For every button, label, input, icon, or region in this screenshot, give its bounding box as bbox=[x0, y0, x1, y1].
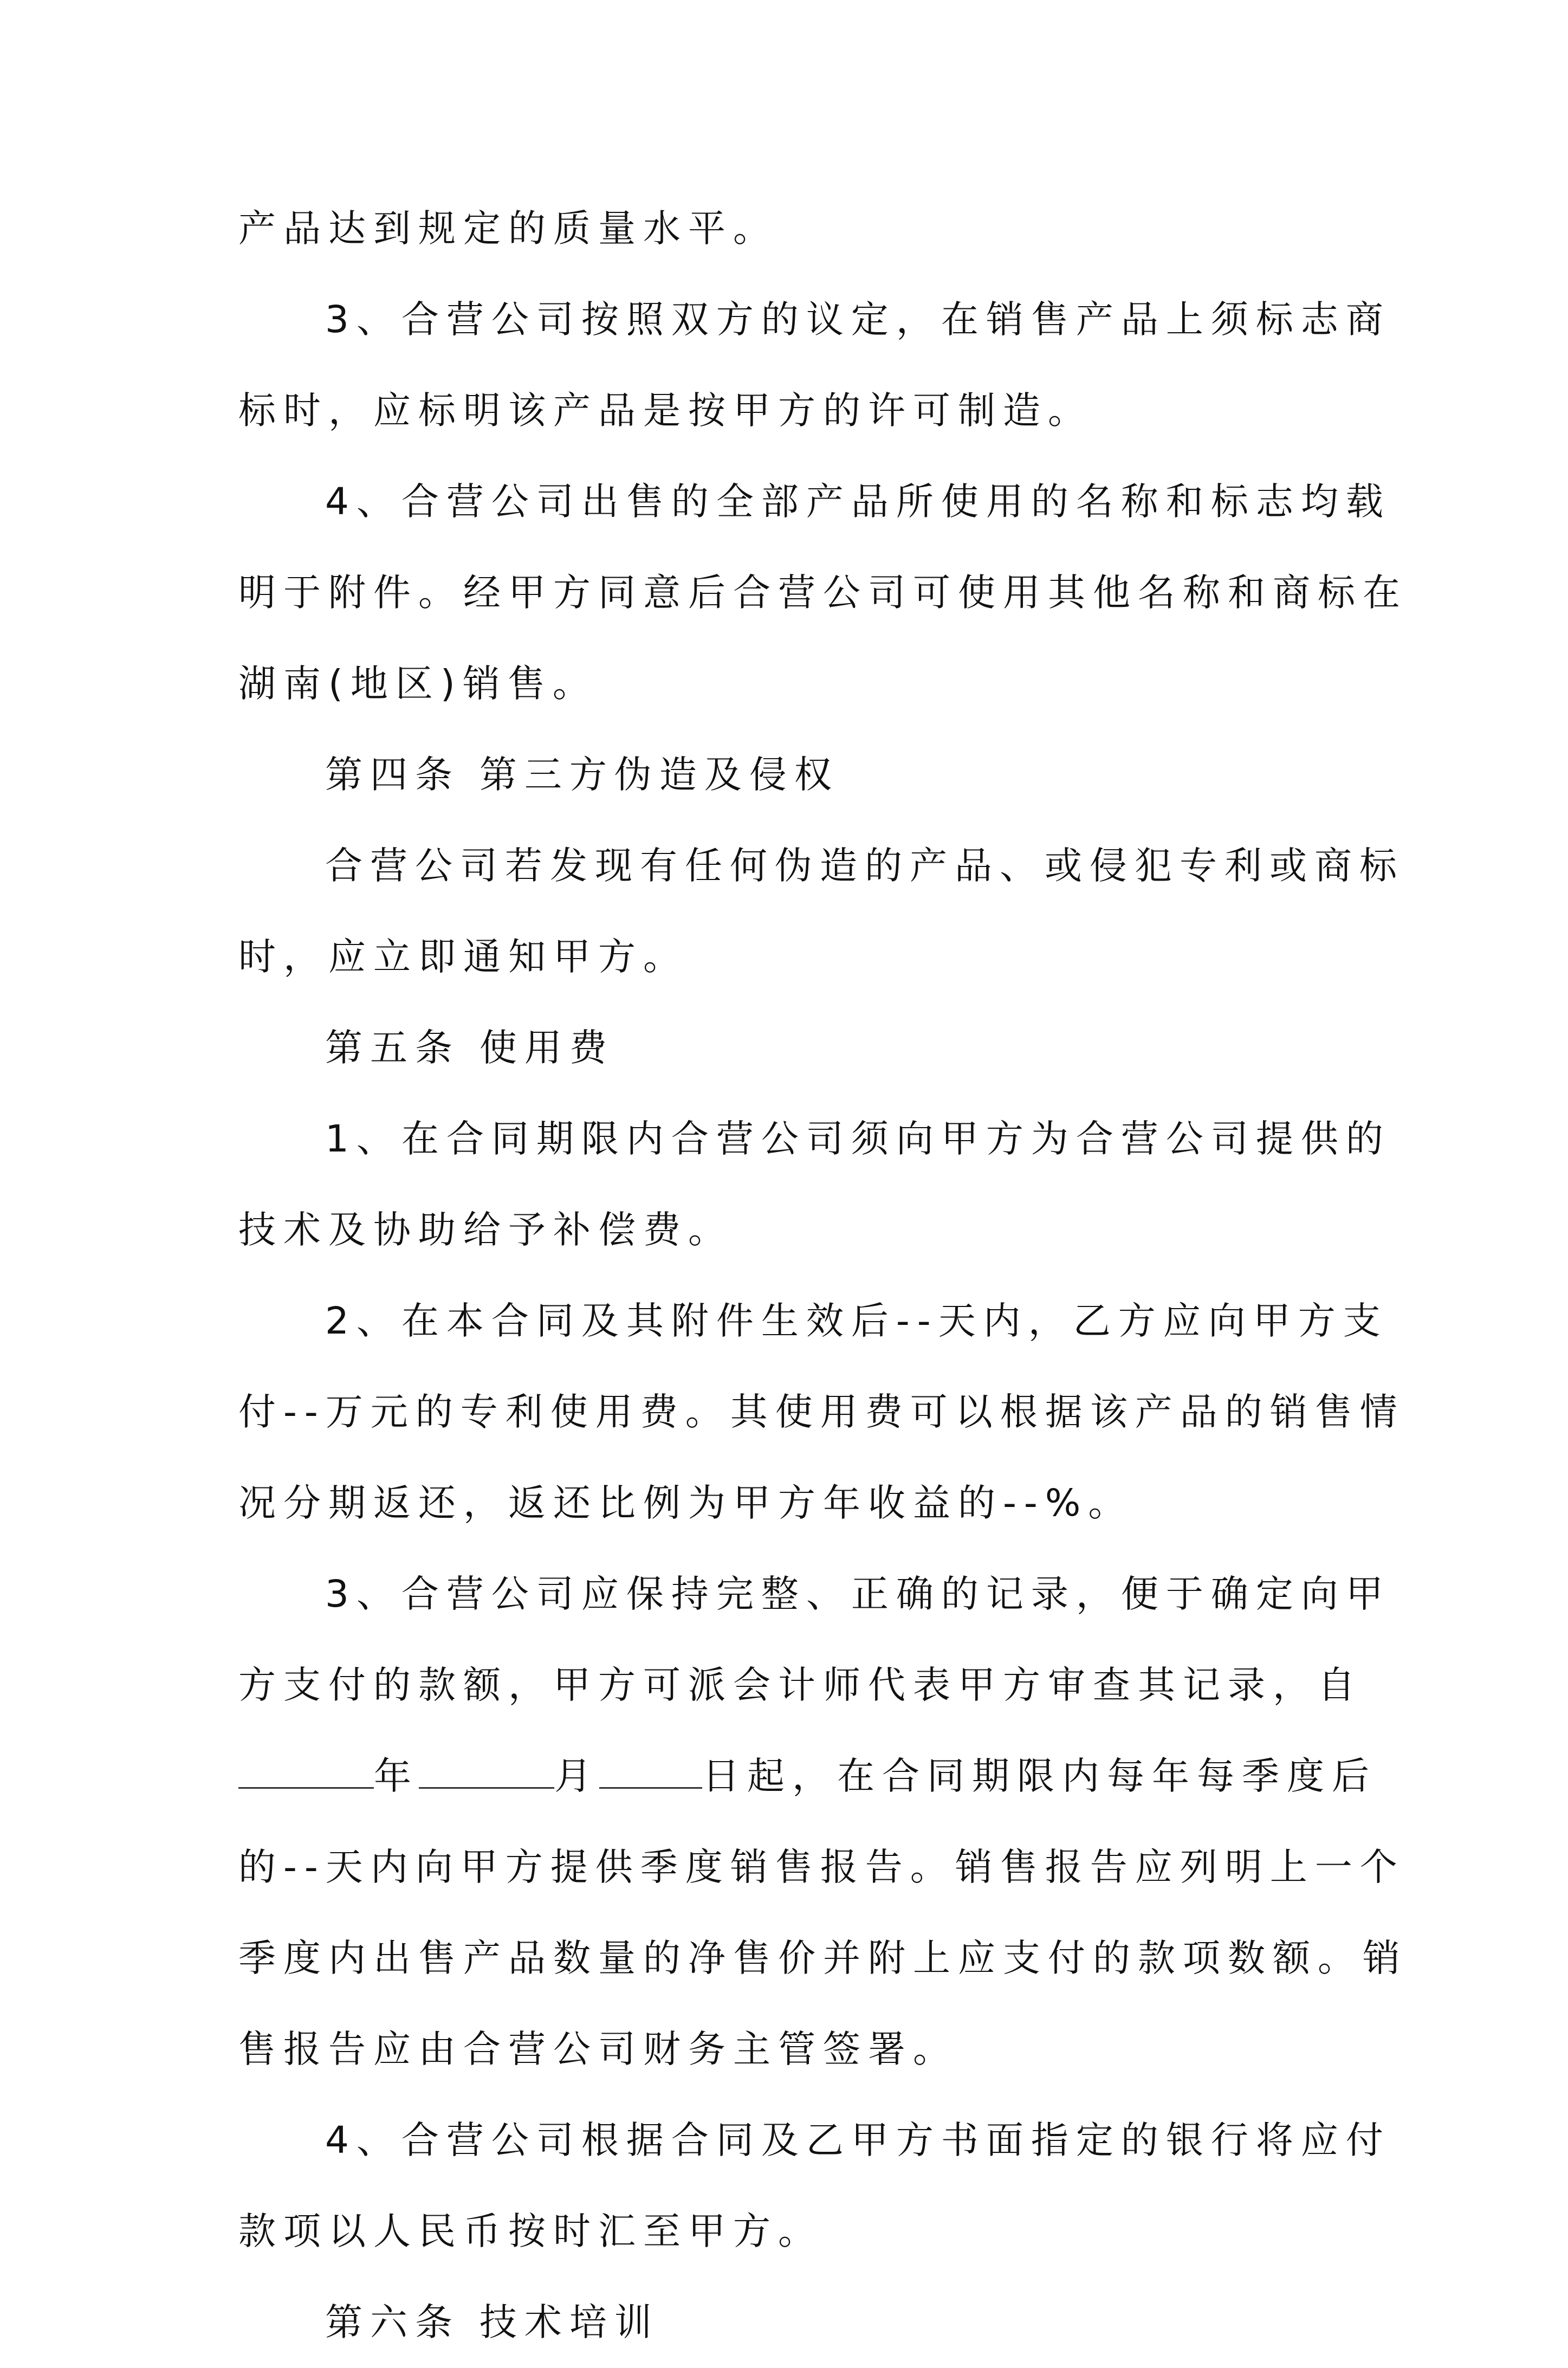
paragraph-line: 1、在合同期限内合营公司须向甲方为合营公司提供的 bbox=[325, 1117, 1391, 1161]
day-blank bbox=[599, 1754, 702, 1789]
paragraph-line: 湖南(地区)销售。 bbox=[238, 662, 598, 706]
paragraph-line: 明于附件。经甲方同意后合营公司可使用其他名称和商标在 bbox=[238, 571, 1408, 614]
paragraph-line: 产品达到规定的质量水平。 bbox=[238, 207, 778, 250]
section-heading: 第五条 使用费 bbox=[325, 1026, 614, 1070]
year-blank bbox=[238, 1754, 374, 1789]
paragraph-line: 4、合营公司根据合同及乙甲方书面指定的银行将应付 bbox=[325, 2119, 1391, 2162]
paragraph-line: 付--万元的专利使用费。其使用费可以根据该产品的销售情 bbox=[238, 1390, 1405, 1434]
paragraph-line: 的--天内向甲方提供季度销售报告。销售报告应列明上一个 bbox=[238, 1846, 1405, 1889]
paragraph-line: 技术及协助给予补偿费。 bbox=[238, 1208, 733, 1252]
paragraph-line: 合营公司若发现有任何伪造的产品、或侵犯专利或商标 bbox=[325, 844, 1404, 888]
month-label: 月 bbox=[554, 1755, 599, 1798]
paragraph-line: 售报告应由合营公司财务主管签署。 bbox=[238, 2028, 958, 2071]
paragraph-line: 2、在本合同及其附件生效后--天内，乙方应向甲方支 bbox=[325, 1299, 1388, 1343]
paragraph-line: 时，应立即通知甲方。 bbox=[238, 935, 688, 979]
section-heading: 第四条 第三方伪造及侵权 bbox=[325, 753, 839, 797]
date-fill-line bbox=[238, 1731, 1377, 1822]
paragraph-line: 4、合营公司出售的全部产品所使用的名称和标志均载 bbox=[325, 480, 1391, 523]
paragraph-line: 3、合营公司按照双方的议定，在销售产品上须标志商 bbox=[325, 298, 1391, 341]
paragraph-line: 3、合营公司应保持完整、正确的记录，便于确定向甲 bbox=[325, 1573, 1391, 1616]
section-heading: 第六条 技术培训 bbox=[325, 2301, 659, 2344]
day-suffix: 日起，在合同期限内每年每季度后 bbox=[702, 1755, 1377, 1798]
paragraph-line: 况分期返还，返还比例为甲方年收益的--%。 bbox=[238, 1481, 1133, 1525]
document-body bbox=[238, 183, 1408, 2368]
paragraph-line: 标时，应标明该产品是按甲方的许可制造。 bbox=[238, 389, 1093, 432]
paragraph-line: 款项以人民币按时汇至甲方。 bbox=[238, 2210, 823, 2253]
paragraph-line: 方支付的款额，甲方可派会计师代表甲方审查其记录，自 bbox=[238, 1664, 1363, 1707]
month-blank bbox=[419, 1754, 554, 1789]
paragraph-line: 季度内出售产品数量的净售价并附上应支付的款项数额。销 bbox=[238, 1937, 1408, 1980]
year-label: 年 bbox=[374, 1755, 419, 1798]
